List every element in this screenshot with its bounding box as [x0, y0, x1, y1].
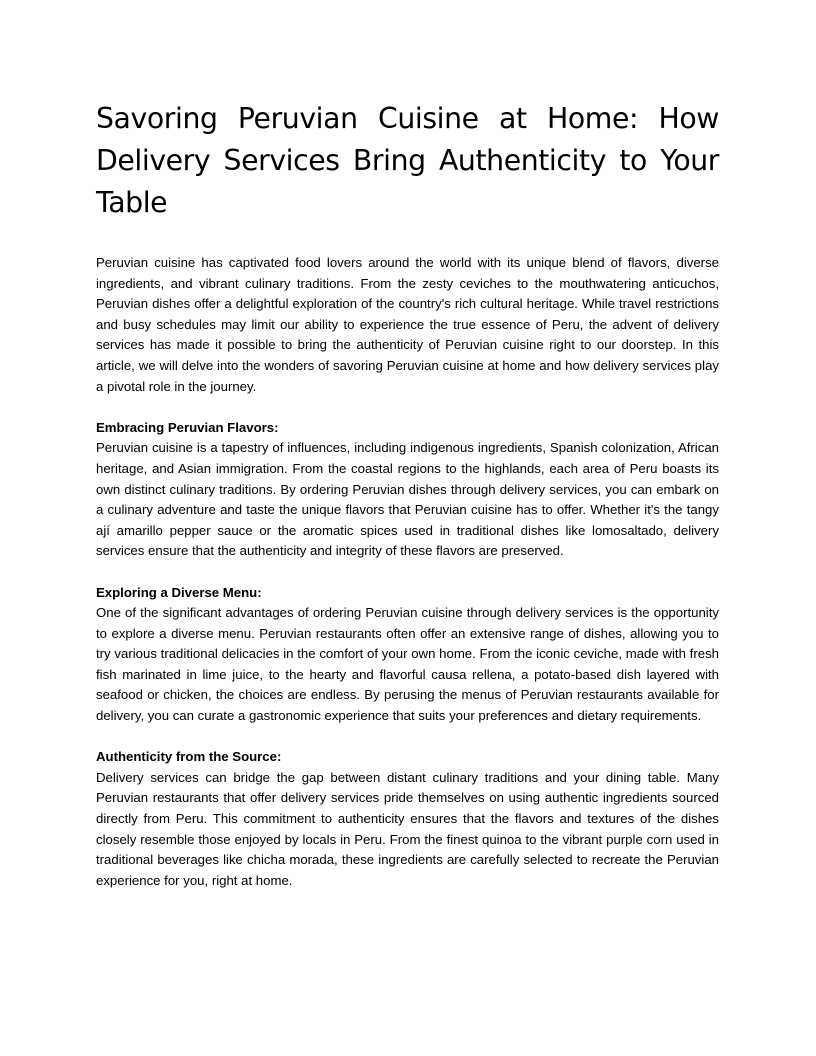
document-title: Savoring Peruvian Cuisine at Home: How Delivery Services Bring Authenticity to Your Table	[96, 102, 719, 219]
section-diverse-menu	[96, 583, 719, 727]
section-paragraph: Delivery services can bridge the gap between distant culinary traditions and your dining table. Many Peruvian restaurants that offer delivery services pride themselves on using authentic ingredients sourced directly from Peru. This commitment to authenticity ensures that the flavors and textures of the dishes closely resemble those enjoyed by locals in Peru. From the finest quinoa to the vibrant purple corn used in traditional beverages like chicha morada, these ingredients are carefully selected to recreate the Peruvian experience for you, right at home.	[96, 769, 719, 888]
section-paragraph: One of the significant advantages of ordering Peruvian cuisine through delivery services is the opportunity to explore a diverse menu. Peruvian restaurants often offer an extensive range of dishes, allowing you to try various traditional delicacies in the comfort of your own home. From the iconic ceviche, made with fresh fish marinated in lime juice, to the hearty and flavorful causa rellena, a potato-based dish layered with seafood or chicken, the choices are endless. By perusing the menus of Peruvian restaurants available for delivery, you can curate a gastronomic experience that suits your preferences and dietary requirements.	[96, 605, 719, 724]
section-authenticity-source	[96, 747, 719, 891]
document-body	[96, 253, 719, 891]
document-page	[96, 98, 719, 891]
section-heading: Authenticity from the Source:	[96, 749, 282, 765]
section-paragraph: Peruvian cuisine is a tapestry of influences, including indigenous ingredients, Spanish colonization, African heritage, and Asian immigration. From the coastal regions to the highlands, each area of Peru boasts its own distinct culinary traditions. By ordering Peruvian dishes through delivery services, you can embark on a culinary adventure and taste the unique flavors that Peruvian cuisine has to offer. Whether it's the tangy ají amarillo pepper sauce or the aromatic spices used in traditional dishes like lomosaltado, delivery services ensure that the authenticity and integrity of these flavors are preserved.	[96, 440, 719, 559]
section-embracing-flavors	[96, 418, 719, 562]
section-heading: Embracing Peruvian Flavors:	[96, 419, 279, 435]
section-heading: Exploring a Diverse Menu:	[96, 584, 262, 600]
intro-paragraph: Peruvian cuisine has captivated food lovers around the world with its unique blend of flavors, diverse ingredients, and vibrant culinary traditions. From the zesty ceviches to the mouthwatering anticuchos, Peruvian dishes offer a delightful exploration of the country's rich cultural heritage. While travel restrictions and busy schedules may limit our ability to experience the true essence of Peru, the advent of delivery services has made it possible to bring the authenticity of Peruvian cuisine right to our doorstep. In this article, we will delve into the wonders of savoring Peruvian cuisine at home and how delivery services play a pivotal role in the journey.	[96, 255, 719, 394]
